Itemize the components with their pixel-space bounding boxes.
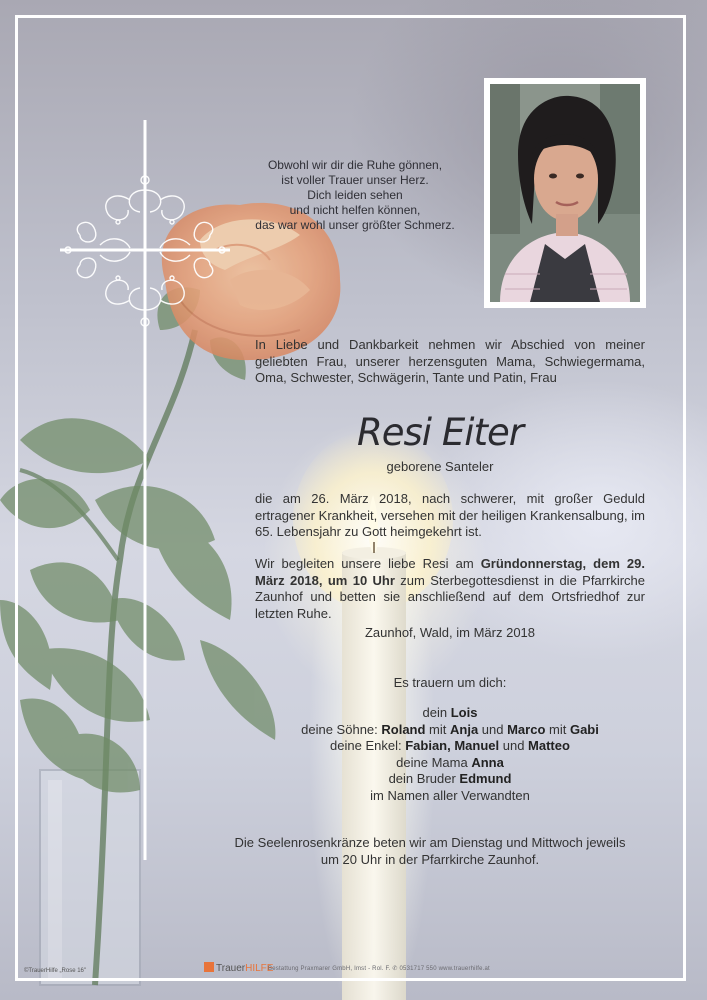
family-connector: und	[499, 738, 529, 753]
trauerhilfe-logo[interactable]	[204, 962, 273, 976]
family-relation: dein	[422, 705, 451, 720]
family-list	[250, 705, 650, 804]
family-line	[250, 771, 650, 788]
poem-line: das war wohl unser größter Schmerz.	[255, 218, 455, 232]
family-connector: mit	[545, 721, 570, 737]
logo-mark-icon	[204, 962, 214, 972]
funeral-text: zum Sterbegottesdienst in die Pfarrkirche Zaunhof und betten sie anschließend auf dem Ortsfriedhof zur letzten Ruhe.	[255, 572, 645, 621]
funeral-date: Gründonnerstag, dem 29. März 2018, um 10 Uhr	[255, 556, 645, 588]
family-relation: dein Bruder	[388, 771, 460, 786]
family-member: Marco	[507, 721, 546, 737]
family-member: Matteo	[528, 738, 570, 753]
family-member: Anja	[450, 721, 479, 737]
birth-name: geborene Santeler	[386, 459, 494, 474]
place-and-date: Zaunhof, Wald, im März 2018	[364, 625, 536, 640]
family-member: Fabian, Manuel	[405, 738, 500, 753]
family-relation: deine Söhne:	[301, 721, 382, 737]
poem-line: Obwohl wir dir die Ruhe gönnen,	[267, 158, 443, 172]
image-credit: ©TrauerHilfe „Rose 16"	[24, 968, 87, 974]
funeral-text: Wir begleiten unsere liebe Resi am	[255, 556, 481, 571]
family-connector: mit	[425, 721, 450, 737]
logo-text: Trauer	[216, 963, 246, 974]
family-line	[250, 738, 650, 755]
family-relation: deine Enkel:	[330, 738, 406, 753]
funeral-info	[255, 556, 645, 622]
farewell-intro: In Liebe und Dankbarkeit nehmen wir Abschied von meiner geliebten Frau, unserer herzensguten Mama, Schwiegermama, Oma, Schwester, Schwägerin, Tante und Patin, Frau	[255, 337, 645, 385]
poem-line: und nicht helfen können,	[289, 203, 421, 217]
poem-line: Dich leiden sehen	[307, 188, 403, 202]
portrait-image	[490, 84, 640, 302]
family-line	[250, 722, 650, 739]
family-member: Lois	[450, 705, 478, 720]
mourners-heading: Es trauern um dich:	[393, 675, 507, 690]
logo-text-accent: HILFE	[245, 963, 274, 974]
family-connector: und	[478, 721, 508, 737]
portrait-photo	[484, 78, 646, 308]
memorial-poem	[230, 158, 480, 233]
rosary-info	[220, 835, 640, 868]
funeral-home-info: Bestattung Praxmarer GmbH, Imst - Rol. F. ✆ 0531717 550 www.trauerhilfe.at	[268, 966, 490, 972]
family-line	[250, 755, 650, 772]
family-member: Gabi	[569, 721, 599, 737]
family-relation: deine Mama	[396, 754, 472, 770]
rosary-line: Die Seelenrosenkränze beten wir am Dienstag und Mittwoch jeweils	[234, 835, 626, 850]
family-member: Roland	[381, 721, 426, 737]
rosary-line: um 20 Uhr in der Pfarrkirche Zaunhof.	[320, 851, 540, 867]
family-line: im Namen aller Verwandten	[370, 787, 530, 803]
family-member: Anna	[471, 754, 504, 770]
family-line	[250, 705, 650, 722]
poem-line: ist voller Trauer unser Herz.	[281, 173, 429, 187]
death-details: die am 26. März 2018, nach schwerer, mit großer Geduld ertragener Krankheit, versehen mit der heiligen Krankensalbung, im 65. Lebensjahr zu Gott heimgekehrt ist.	[255, 491, 645, 539]
family-member: Edmund	[459, 771, 512, 786]
deceased-name: Resi Eiter	[357, 411, 523, 454]
